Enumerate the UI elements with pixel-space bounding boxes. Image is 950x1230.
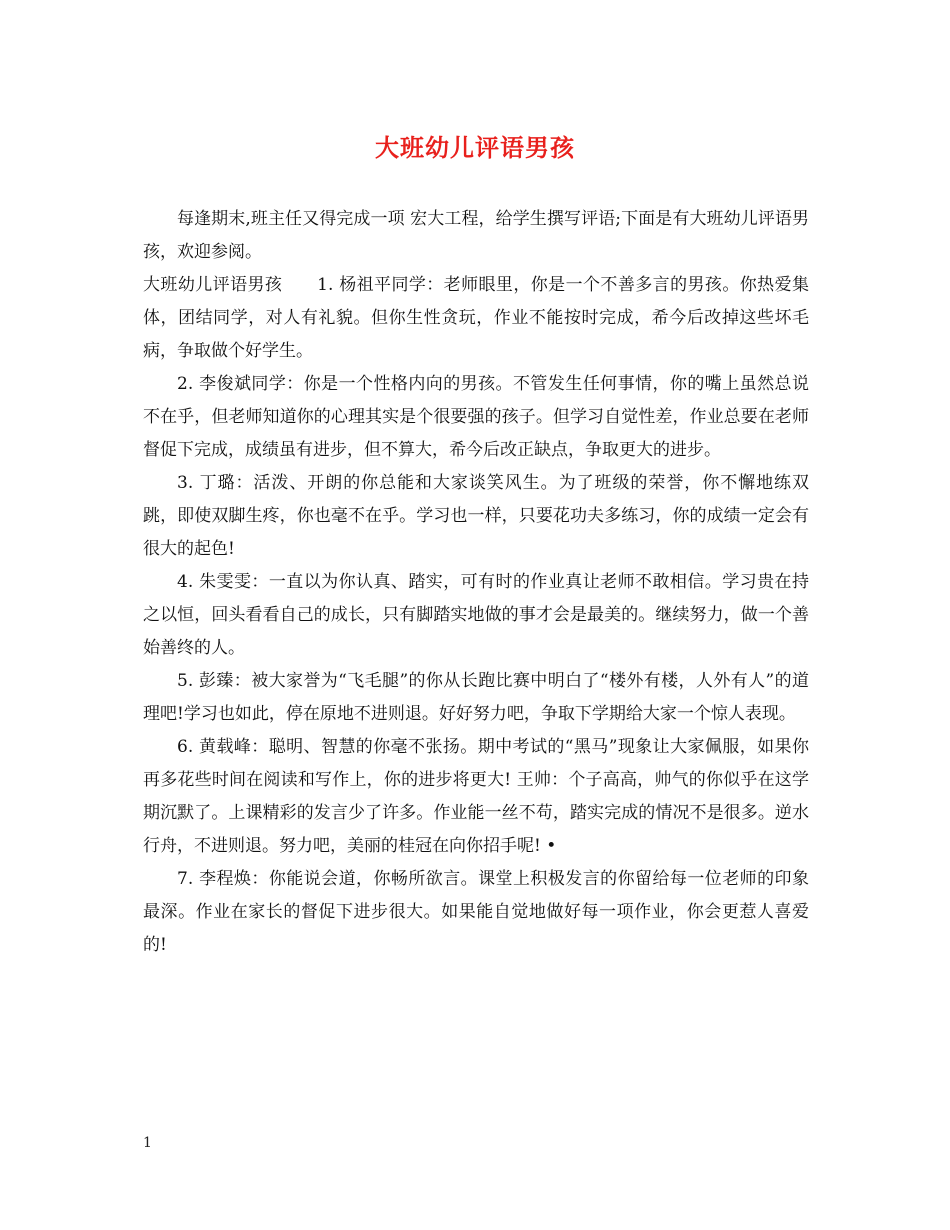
document-body (143, 203, 809, 962)
comment-paragraph-2: 2. 李俊斌同学：你是一个性格内向的男孩。不管发生任何事情，你的嘴上虽然总说不在乎，但老师知道你的心理其实是个很要强的孩子。但学习自觉性差，作业总要在老师督促下完成，成绩虽有进步，但不算大，希今后改正缺点，争取更大的进步。 (143, 374, 809, 460)
comment-paragraph-7: 7. 李程焕：你能说会道，你畅所欲言。课堂上积极发言的你留给每一位老师的印象最深。作业在家长的督促下进步很大。如果能自觉地做好每一项作业，你会更惹人喜爱的! (143, 869, 809, 955)
comment-paragraph-4: 4. 朱雯雯：一直以为你认真、踏实，可有时的作业真让老师不敢相信。学习贵在持之以恒，回头看看自己的成长，只有脚踏实地做的事才会是最美的。继续努力，做一个善始善终的人。 (143, 572, 809, 658)
comment-paragraph-3: 3. 丁璐：活泼、开朗的你总能和大家谈笑风生。为了班级的荣誉，你不懈地练双跳，即使双脚生疼，你也毫不在乎。学习也一样，只要花功夫多练习，你的成绩一定会有很大的起色! (143, 473, 809, 559)
comment-paragraph-6: 6. 黄载峰：聪明、智慧的你毫不张扬。期中考试的“黑马”现象让大家佩服，如果你再多花些时间在阅读和写作上，你的进步将更大! 王帅：个子高高，帅气的你似乎在这学期沉默了。上课精彩的发言少了许多。作业能一丝不苟，踏实完成的情况不是很多。逆水行舟，不进则退。努力吧，美丽的桂冠在向你招手呢! • (143, 737, 809, 856)
page-number: 1 (143, 1135, 152, 1151)
comment-paragraph-5: 5. 彭臻：被大家誉为“飞毛腿”的你从长跑比赛中明白了“楼外有楼，人外有人”的道理吧!学习也如此，停在原地不进则退。好好努力吧，争取下学期给大家一个惊人表现。 (143, 671, 809, 724)
comment-paragraph-1: 大班幼儿评语男孩 1. 杨祖平同学：老师眼里，你是一个不善多言的男孩。你热爱集体，团结同学，对人有礼貌。但你生性贪玩，作业不能按时完成，希今后改掉这些坏毛病，争取做个好学生。 (143, 275, 809, 361)
intro-paragraph: 每逢期末,班主任又得完成一项 宏大工程，给学生撰写评语;下面是有大班幼儿评语男孩，欢迎参阅。 (143, 209, 809, 262)
document-title: 大班幼儿评语男孩 (375, 133, 575, 162)
